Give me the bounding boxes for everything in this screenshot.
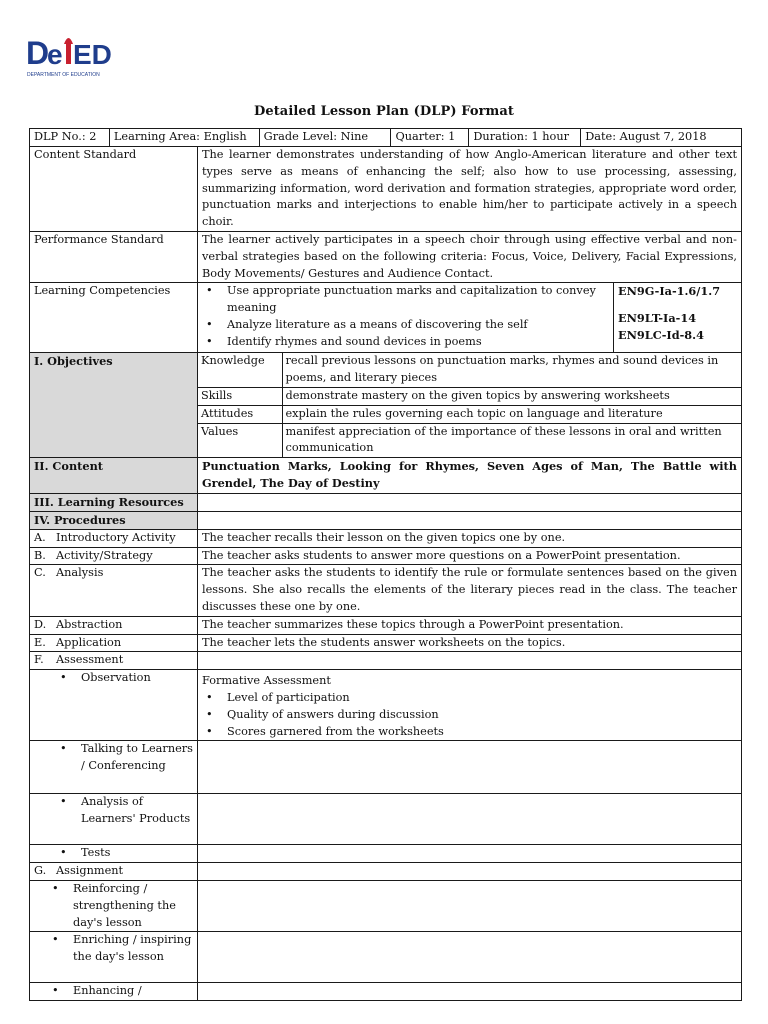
formative-heading: Formative Assessment bbox=[202, 674, 331, 688]
observation-item: • Level of participation bbox=[202, 690, 737, 707]
objectives-row bbox=[30, 353, 742, 458]
step-text: The teacher recalls their lesson on the given topics one by one. bbox=[198, 529, 742, 547]
assignment-item: • Enhancing / bbox=[48, 983, 193, 1000]
content-standard-row bbox=[30, 147, 742, 232]
assignment-item: • Enriching / inspiring the day's lesson bbox=[48, 932, 193, 966]
procedure-step: B. Activity/Strategy The teacher asks students to answer more questions on a PowerPoint presentation. bbox=[30, 547, 742, 565]
lesson-plan-table bbox=[29, 128, 742, 1001]
procedure-step: D. Abstraction The teacher summarizes these topics through a PowerPoint presentation. bbox=[30, 616, 742, 634]
assessment-row: F. Assessment bbox=[30, 652, 742, 670]
assignment-row: G. Assignment bbox=[30, 863, 742, 881]
logo-torch-icon bbox=[66, 44, 71, 64]
assignment-item-row bbox=[30, 983, 742, 1001]
learning-resources-value bbox=[198, 494, 742, 512]
learning-area: Learning Area: English bbox=[110, 129, 260, 146]
duration: Duration: 1 hour bbox=[469, 129, 581, 146]
observation-item: • Scores garnered from the worksheets bbox=[202, 724, 737, 741]
procedures-row bbox=[30, 511, 742, 529]
objective-text: demonstrate mastery on the given topics by answering worksheets bbox=[282, 387, 741, 405]
content-standard-text: The learner demonstrates understanding of how Anglo-American literature and other text types serve as means of enhancing the self; also how to use processing, assessing, summarizing information, word derivation and formation strategies, appropriate word order, punctuation marks and interjections to enable him/her to participate actively in a speech choir. bbox=[198, 147, 742, 232]
analysis-products-label: • Analysis of Learners' Products bbox=[56, 794, 193, 828]
deped-logo bbox=[26, 28, 126, 82]
quarter: Quarter: 1 bbox=[391, 129, 469, 146]
step-name: Application bbox=[56, 635, 122, 649]
assignment-item-row bbox=[30, 932, 742, 983]
step-text: The teacher asks the students to identify the rule or formulate sentences based on the given lessons. She also recalls the elements of the literary pieces read in the class. The teacher discusses these one by one. bbox=[198, 565, 742, 616]
procedure-step: C. Analysis The teacher asks the students to identify the rule or formulate sentences based on the given lessons. She also recalls the elements of the literary pieces read in the class. The teacher discusses these one by one. bbox=[30, 565, 742, 616]
observation-row bbox=[30, 670, 742, 741]
content-row bbox=[30, 458, 742, 494]
learning-resources-label: III. Learning Resources bbox=[30, 494, 198, 512]
step-name: Activity/Strategy bbox=[56, 548, 153, 562]
step-text: The teacher lets the students answer worksheets on the topics. bbox=[198, 634, 742, 652]
logo-subtitle: DEPARTMENT OF EDUCATION bbox=[27, 72, 100, 78]
date: Date: August 7, 2018 bbox=[585, 130, 707, 143]
tests-row bbox=[30, 845, 742, 863]
analysis-products-row bbox=[30, 794, 742, 845]
tests-label: • Tests bbox=[56, 845, 193, 862]
talking-row bbox=[30, 741, 742, 794]
learning-resources-row bbox=[30, 494, 742, 512]
procedure-step: A. Introductory Activity The teacher recalls their lesson on the given topics one by one. bbox=[30, 529, 742, 547]
procedures-value bbox=[198, 511, 742, 529]
learning-competencies-row bbox=[30, 283, 742, 353]
grade-level: Grade Level: Nine bbox=[260, 129, 392, 146]
competency-item: • Analyze literature as a means of discovering the self bbox=[202, 317, 609, 334]
competency-item: • Use appropriate punctuation marks and capitalization to convey meaning bbox=[202, 283, 609, 317]
step-name: Introductory Activity bbox=[56, 530, 176, 544]
step-name: Abstraction bbox=[56, 617, 123, 631]
assignment-item-row bbox=[30, 880, 742, 931]
step-text: The teacher asks students to answer more questions on a PowerPoint presentation. bbox=[198, 547, 742, 565]
competency-item: • Identify rhymes and sound devices in poems bbox=[202, 334, 609, 351]
content-standard-label: Content Standard bbox=[30, 147, 198, 232]
competency-code: EN9G-Ia-1.6/1.7 bbox=[618, 284, 721, 299]
objectives-table bbox=[198, 353, 741, 457]
assignment-item: • Reinforcing / strengthening the day's lesson bbox=[48, 881, 193, 931]
header-row bbox=[30, 129, 742, 147]
objective-text: recall previous lessons on punctuation marks, rhymes and sound devices in poems, and literary pieces bbox=[282, 353, 741, 387]
learning-competencies-label: Learning Competencies bbox=[30, 283, 198, 353]
logo-ed: ED bbox=[73, 39, 112, 70]
performance-standard-row bbox=[30, 232, 742, 283]
competency-code: EN9LT-Ia-14 bbox=[618, 311, 697, 326]
step-text: The teacher summarizes these topics through a PowerPoint presentation. bbox=[198, 616, 742, 634]
procedure-step: E. Application The teacher lets the students answer worksheets on the topics. bbox=[30, 634, 742, 652]
objective-text: manifest appreciation of the importance of these lessons in oral and written communication bbox=[285, 424, 722, 455]
assignment-label: Assignment bbox=[56, 864, 124, 878]
content-label: II. Content bbox=[30, 458, 198, 494]
content-text: Punctuation Marks, Looking for Rhymes, Seven Ages of Man, The Battle with Grendel, The Day of Destiny bbox=[198, 458, 742, 494]
procedures-label: IV. Procedures bbox=[30, 511, 198, 529]
objectives-label: I. Objectives bbox=[30, 353, 198, 458]
objective-text: explain the rules governing each topic on language and literature bbox=[282, 405, 741, 423]
performance-standard-text: The learner actively participates in a speech choir through using effective verbal and non-verbal strategies based on the following criteria: Focus, Voice, Delivery, Facial Expressions, Body Movements/ Gestures and Audience Contact. bbox=[198, 232, 742, 283]
step-name: Analysis bbox=[56, 566, 104, 580]
competency-code: EN9LC-Id-8.4 bbox=[618, 327, 704, 342]
assessment-label: Assessment bbox=[56, 653, 124, 667]
objective-domain: Skills bbox=[198, 387, 282, 405]
objective-domain: Knowledge bbox=[198, 353, 282, 387]
logo-d: D bbox=[26, 35, 50, 71]
talking-label: • Talking to Learners / Conferencing bbox=[56, 741, 193, 775]
logo-e: e bbox=[47, 39, 63, 70]
performance-standard-label: Performance Standard bbox=[30, 232, 198, 283]
objective-domain: Values bbox=[198, 423, 282, 457]
objective-domain: Attitudes bbox=[198, 405, 282, 423]
observation-label: • Observation bbox=[56, 670, 193, 687]
dlp-no: DLP No.: 2 bbox=[30, 129, 110, 146]
observation-item: • Quality of answers during discussion bbox=[202, 707, 737, 724]
document-title: Detailed Lesson Plan (DLP) Format bbox=[253, 104, 515, 119]
